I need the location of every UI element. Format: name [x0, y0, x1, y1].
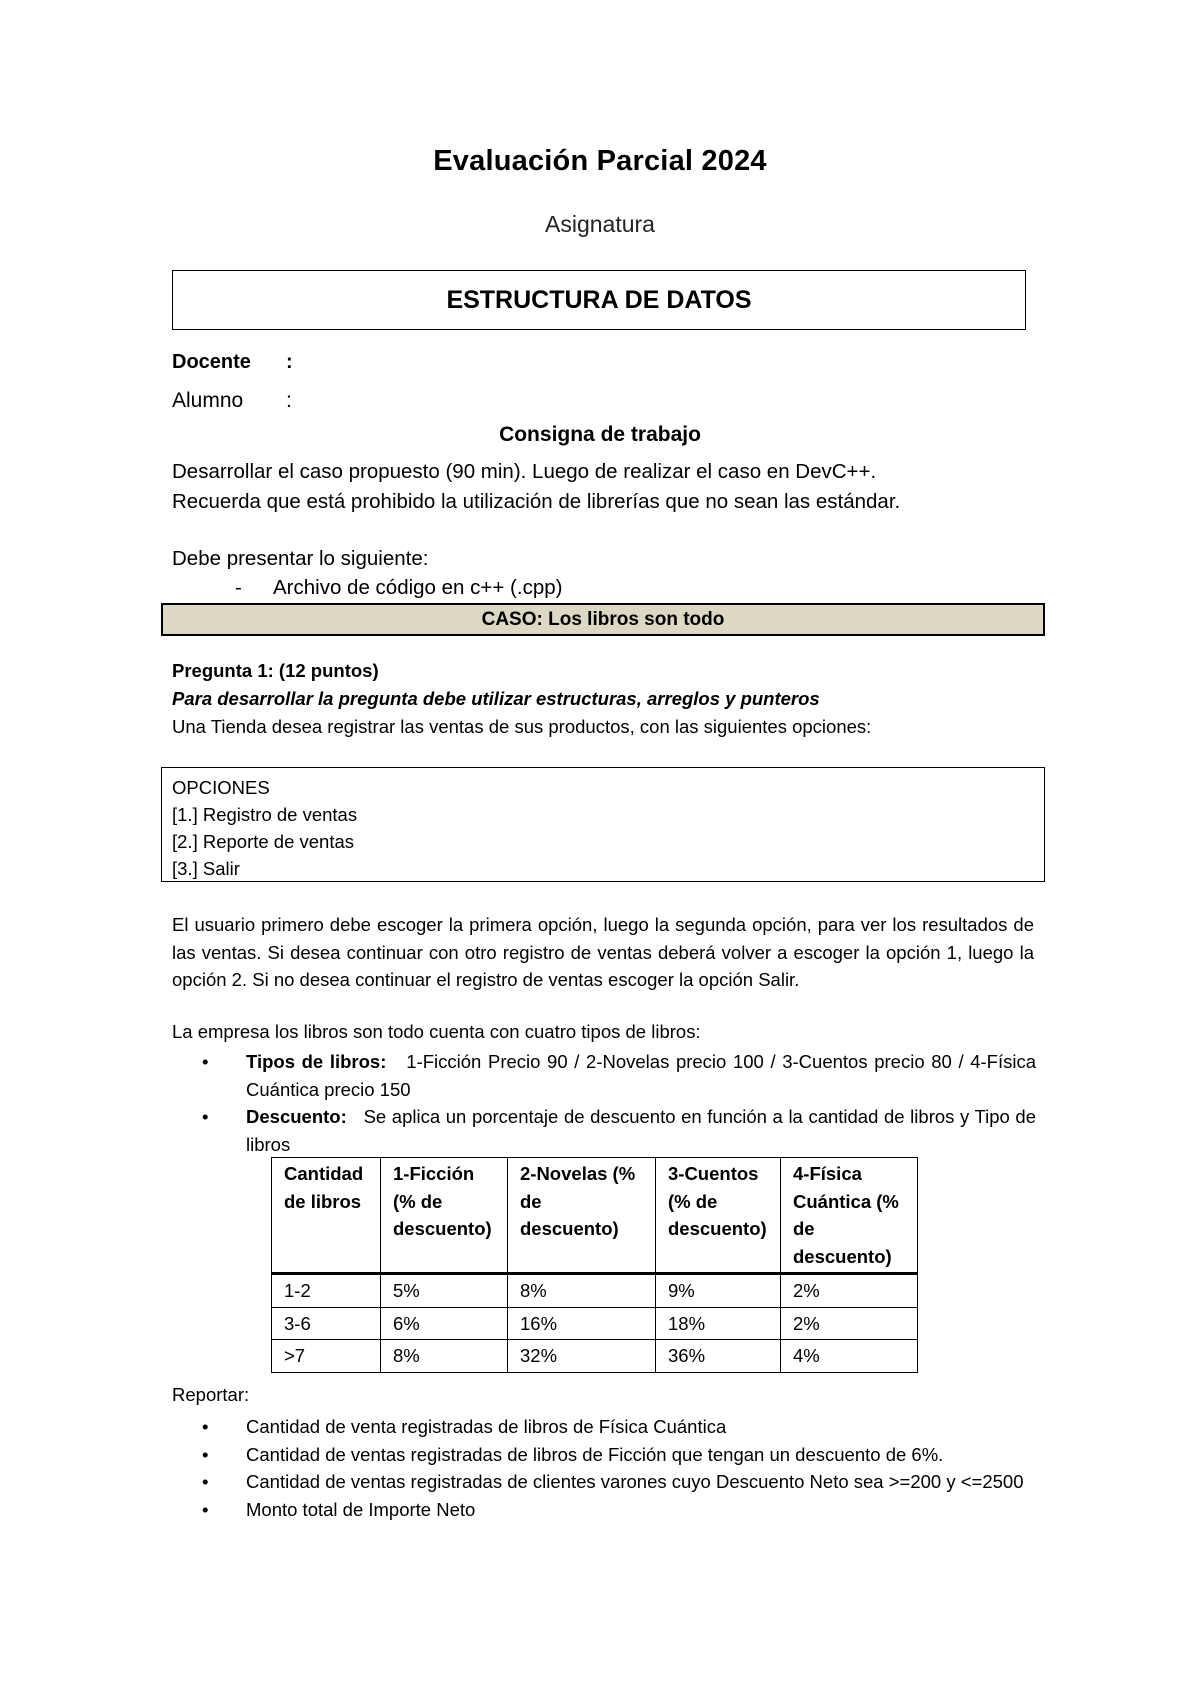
page-subtitle: Asignatura: [545, 211, 655, 237]
table-cell: 5%: [381, 1274, 508, 1308]
bullet-text: 1-Ficción Precio 90 / 2-Novelas precio 100 / 3-Cuentos precio 80 / 4-Física Cuántica precio 150: [246, 1051, 1037, 1100]
table-cell: 36%: [656, 1340, 781, 1373]
table-header: 4-Física Cuántica (% de descuento): [781, 1158, 918, 1274]
table-cell: >7: [272, 1340, 381, 1373]
bullet-icon: •: [202, 1051, 209, 1072]
report-item-text: Cantidad de ventas registradas de clientes varones cuyo Descuento Neto sea >=200 y <=2500: [246, 1471, 1024, 1492]
alumno-field: [172, 389, 292, 413]
reportar-title: Reportar:: [172, 1384, 250, 1405]
list-item: [198, 1441, 1036, 1469]
discount-table: [271, 1157, 918, 1373]
course-name-box: [172, 270, 1026, 330]
consigna-line-3: Debe presentar lo siguiente:: [172, 547, 429, 570]
consigna-line-2: Recuerda que está prohibido la utilización de librerías que no sean las estándar.: [172, 490, 901, 513]
table-row: [272, 1340, 918, 1373]
bullet-text: Se aplica un porcentaje de descuento en función a la cantidad de libros y Tipo de libros: [246, 1106, 1037, 1155]
dash-marker: -: [235, 576, 242, 599]
options-box: [161, 767, 1045, 882]
table-cell: 8%: [381, 1340, 508, 1373]
alumno-colon: :: [286, 389, 292, 412]
table-cell: 4%: [781, 1340, 918, 1373]
bullet-icon: •: [202, 1443, 209, 1465]
table-row: [272, 1307, 918, 1340]
options-header: OPCIONES: [172, 777, 270, 798]
question-title: Pregunta 1: (12 puntos): [172, 660, 379, 681]
info-bullet-list: [198, 1048, 1036, 1158]
table-row: [272, 1274, 918, 1308]
list-item: [198, 1468, 1036, 1496]
empresa-line: La empresa los libros son todo cuenta con cuatro tipos de libros:: [172, 1021, 701, 1042]
caso-title: Los libros son todo: [548, 608, 725, 630]
table-cell: 16%: [508, 1307, 656, 1340]
table-cell: 2%: [781, 1307, 918, 1340]
bullet-icon: •: [202, 1106, 209, 1127]
list-item: [198, 1496, 1036, 1524]
consigna-title: Consigna de trabajo: [499, 423, 701, 446]
bullet-icon: •: [202, 1471, 209, 1492]
caso-banner: [161, 603, 1045, 636]
deliverable-text: Archivo de código en c++ (.cpp): [273, 576, 563, 599]
option-item: [3.] Salir: [172, 858, 240, 879]
list-item: [198, 1413, 1036, 1441]
deliverable-item: [235, 576, 562, 600]
list-item: [198, 1103, 1036, 1158]
page-title: Evaluación Parcial 2024: [433, 145, 767, 177]
report-item-text: Cantidad de venta registradas de libros de Física Cuántica: [246, 1416, 727, 1437]
alumno-label: Alumno: [172, 389, 244, 412]
caso-label: CASO:: [481, 608, 543, 630]
table-cell: 18%: [656, 1307, 781, 1340]
table-cell: 6%: [381, 1307, 508, 1340]
docente-colon: :: [286, 351, 293, 373]
option-item: [1.] Registro de ventas: [172, 804, 358, 825]
table-cell: 1-2: [272, 1274, 381, 1308]
bullet-label: Descuento:: [246, 1106, 347, 1127]
table-header: 2-Novelas (% de descuento): [508, 1158, 656, 1274]
bullet-icon: •: [202, 1416, 209, 1437]
table-cell: 32%: [508, 1340, 656, 1373]
question-intro: Una Tienda desea registrar las ventas de sus productos, con las siguientes opciones:: [172, 716, 872, 737]
consigna-line-1: Desarrollar el caso propuesto (90 min). Luego de realizar el caso en DevC++.: [172, 460, 877, 483]
question-instruction: Para desarrollar la pregunta debe utilizar estructuras, arreglos y punteros: [172, 688, 820, 709]
report-item-text: Cantidad de ventas registradas de libros de Ficción que tengan un descuento de 6%.: [246, 1443, 944, 1465]
report-item-text: Monto total de Importe Neto: [246, 1498, 476, 1520]
option-item: [2.] Reporte de ventas: [172, 831, 355, 852]
list-item: [198, 1048, 1036, 1103]
instructions-paragraph: El usuario primero debe escoger la primera opción, luego la segunda opción, para ver los resultados de las ventas. Si desea continuar con otro registro de ventas deberá volver a escoger la opción 1, luego la opción 2. Si no desea continuar el registro de ventas escoger la opción Salir.: [172, 914, 1034, 990]
bullet-label: Tipos de libros:: [246, 1051, 387, 1072]
table-cell: 2%: [781, 1274, 918, 1308]
table-cell: 8%: [508, 1274, 656, 1308]
docente-field: [172, 351, 293, 374]
docente-label: Docente: [172, 351, 251, 373]
report-bullet-list: [198, 1413, 1036, 1523]
table-header: 3-Cuentos (% de descuento): [656, 1158, 781, 1274]
table-header: Cantidad de libros: [272, 1158, 381, 1274]
table-header-row: [272, 1158, 918, 1274]
table-header: 1-Ficción (% de descuento): [381, 1158, 508, 1274]
course-name: ESTRUCTURA DE DATOS: [446, 285, 752, 314]
bullet-icon: •: [202, 1498, 209, 1520]
table-cell: 3-6: [272, 1307, 381, 1340]
table-cell: 9%: [656, 1274, 781, 1308]
